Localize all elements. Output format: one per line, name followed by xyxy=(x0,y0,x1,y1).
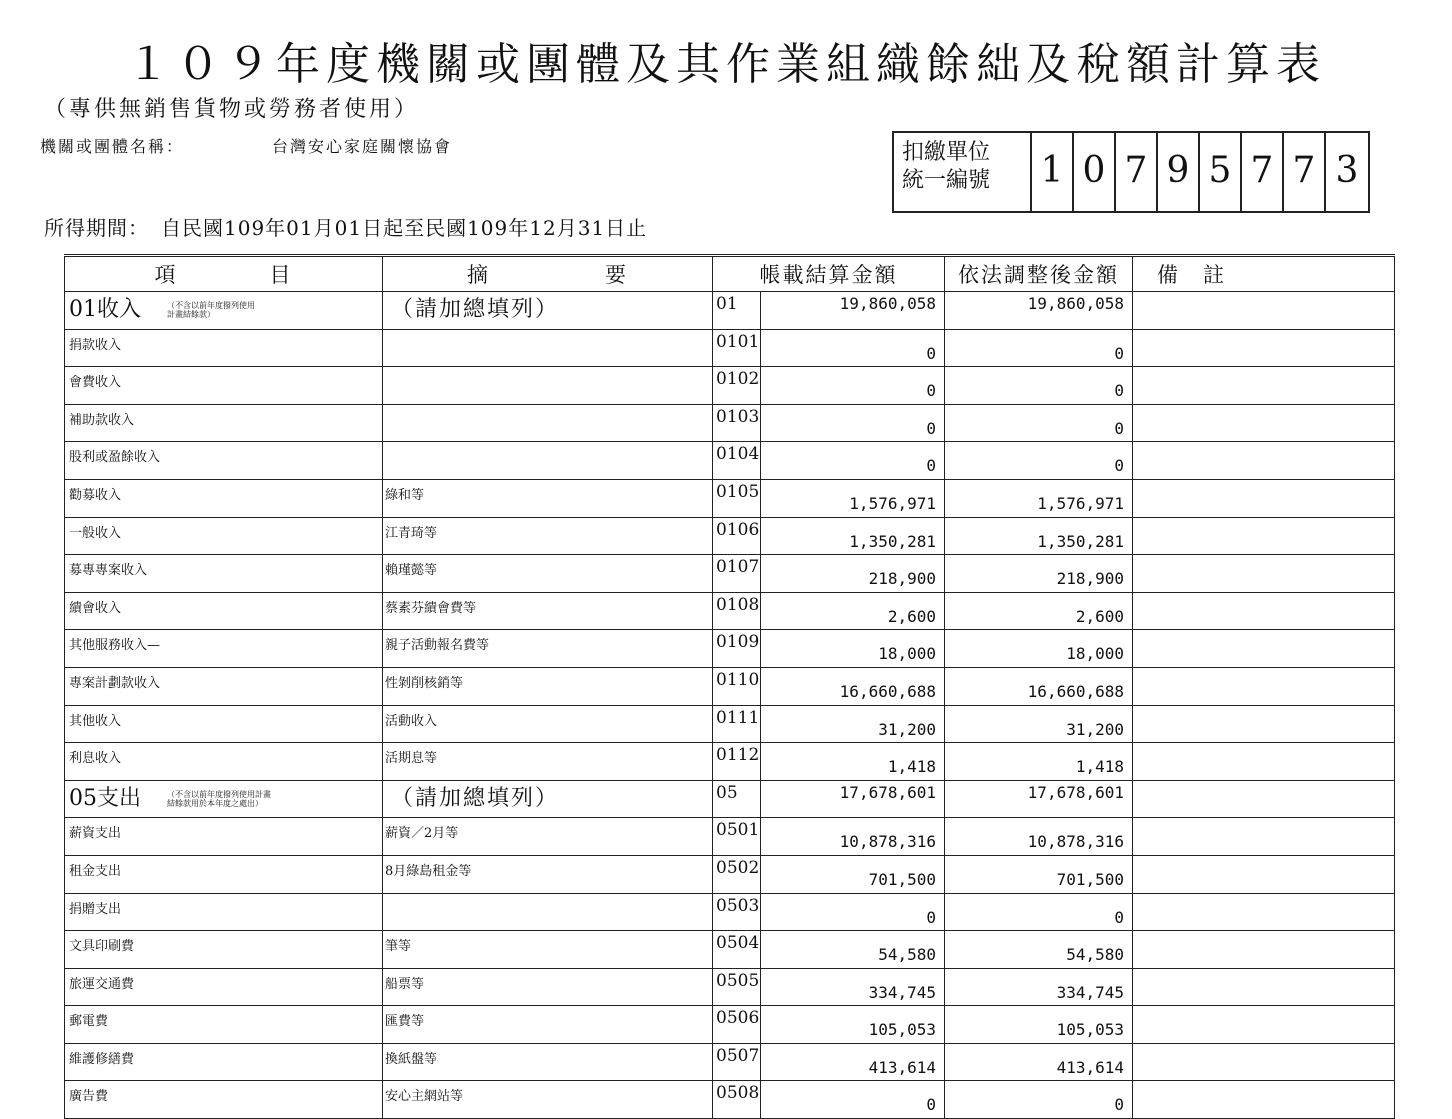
table-row xyxy=(65,818,1395,856)
table-row xyxy=(65,1081,1395,1119)
summary-cell xyxy=(383,893,713,931)
table-row xyxy=(65,630,1395,668)
item-cell xyxy=(65,780,383,818)
table-row xyxy=(65,404,1395,442)
remarks-cell xyxy=(1133,931,1395,969)
book-amount-cell: 218,900 xyxy=(761,555,945,593)
item-cell: 租金支出 xyxy=(65,855,383,893)
tax-id-label: 扣繳單位 統一編號 xyxy=(894,133,1032,211)
remarks-cell xyxy=(1133,1081,1395,1119)
code-cell: 0501 xyxy=(713,818,761,856)
remarks-cell xyxy=(1133,968,1395,1006)
summary-cell: 匯費等 xyxy=(383,1006,713,1044)
org-label: 機關或團體名稱： xyxy=(40,137,185,156)
summary-cell: （請加總填列） xyxy=(383,780,713,818)
summary-cell: 8月綠島租金等 xyxy=(383,855,713,893)
code-cell: 0101 xyxy=(713,329,761,367)
book-amount-cell: 2,600 xyxy=(761,592,945,630)
surplus-tax-table xyxy=(64,254,1395,1119)
book-amount-cell: 18,000 xyxy=(761,630,945,668)
book-amount-cell: 1,576,971 xyxy=(761,479,945,517)
remarks-cell xyxy=(1133,743,1395,781)
adjusted-amount-cell: 0 xyxy=(945,893,1133,931)
summary-cell xyxy=(383,404,713,442)
remarks-cell xyxy=(1133,329,1395,367)
code-cell: 0505 xyxy=(713,968,761,1006)
code-cell: 0108 xyxy=(713,592,761,630)
code-cell: 0106 xyxy=(713,517,761,555)
summary-cell: 賴瑾懿等 xyxy=(383,555,713,593)
adjusted-amount-cell: 413,614 xyxy=(945,1043,1133,1081)
code-cell: 0507 xyxy=(713,1043,761,1081)
item-cell: 郵電費 xyxy=(65,1006,383,1044)
remarks-cell xyxy=(1133,630,1395,668)
book-amount-cell: 701,500 xyxy=(761,855,945,893)
adjusted-amount-cell: 0 xyxy=(945,329,1133,367)
header-adjusted-amount: 依法調整後金額 xyxy=(945,256,1133,292)
table-row xyxy=(65,1006,1395,1044)
table-row xyxy=(65,968,1395,1006)
book-amount-cell: 1,350,281 xyxy=(761,517,945,555)
item-cell: 勸募收入 xyxy=(65,479,383,517)
adjusted-amount-cell: 0 xyxy=(945,442,1133,480)
remarks-cell xyxy=(1133,1006,1395,1044)
remarks-cell xyxy=(1133,780,1395,818)
code-cell: 0503 xyxy=(713,893,761,931)
table-row xyxy=(65,292,1395,330)
code-cell: 01 xyxy=(713,292,761,330)
code-cell: 0110 xyxy=(713,667,761,705)
code-cell: 0105 xyxy=(713,479,761,517)
adjusted-amount-cell: 17,678,601 xyxy=(945,780,1133,818)
summary-cell xyxy=(383,442,713,480)
adjusted-amount-cell: 1,418 xyxy=(945,743,1133,781)
period-label: 所得期間： xyxy=(44,216,149,240)
code-cell: 0111 xyxy=(713,705,761,743)
item-cell: 捐款收入 xyxy=(65,329,383,367)
item-cell: 旅運交通費 xyxy=(65,968,383,1006)
remarks-cell xyxy=(1133,555,1395,593)
book-amount-cell: 0 xyxy=(761,404,945,442)
book-amount-cell: 0 xyxy=(761,1081,945,1119)
period-range: 自民國109年01月01日起至民國109年12月31日止 xyxy=(161,216,648,240)
adjusted-amount-cell: 0 xyxy=(945,367,1133,405)
book-amount-cell: 54,580 xyxy=(761,931,945,969)
remarks-cell xyxy=(1133,818,1395,856)
remarks-cell xyxy=(1133,705,1395,743)
table-row xyxy=(65,893,1395,931)
tax-id-digit: 7 xyxy=(1284,133,1326,211)
book-amount-cell: 17,678,601 xyxy=(761,780,945,818)
tax-id-digit: 5 xyxy=(1200,133,1242,211)
table-row xyxy=(65,705,1395,743)
book-amount-cell: 334,745 xyxy=(761,968,945,1006)
table-row xyxy=(65,931,1395,969)
remarks-cell xyxy=(1133,479,1395,517)
code-cell: 0102 xyxy=(713,367,761,405)
table-row xyxy=(65,780,1395,818)
header-summary: 摘 要 xyxy=(383,256,713,292)
book-amount-cell: 10,878,316 xyxy=(761,818,945,856)
item-cell: 利息收入 xyxy=(65,743,383,781)
book-amount-cell: 19,860,058 xyxy=(761,292,945,330)
table-row xyxy=(65,367,1395,405)
summary-cell: 綠和等 xyxy=(383,479,713,517)
summary-cell: 換紙盤等 xyxy=(383,1043,713,1081)
item-cell: 其他收入 xyxy=(65,705,383,743)
tax-id-digit: 0 xyxy=(1074,133,1116,211)
remarks-cell xyxy=(1133,1043,1395,1081)
book-amount-cell: 105,053 xyxy=(761,1006,945,1044)
item-cell: 維護修繕費 xyxy=(65,1043,383,1081)
header-remarks: 備 註 xyxy=(1133,256,1395,292)
table-row xyxy=(65,517,1395,555)
form-title: １０９年度機關或團體及其作業組織餘絀及稅額計算表 xyxy=(126,39,1326,90)
book-amount-cell: 1,418 xyxy=(761,743,945,781)
code-cell: 0104 xyxy=(713,442,761,480)
remarks-cell xyxy=(1133,517,1395,555)
table-row xyxy=(65,743,1395,781)
item-cell: 其他服務收入— xyxy=(65,630,383,668)
remarks-cell xyxy=(1133,893,1395,931)
tax-id-digit: 7 xyxy=(1242,133,1284,211)
table-header-row xyxy=(65,256,1395,292)
item-cell: 廣告費 xyxy=(65,1081,383,1119)
adjusted-amount-cell: 0 xyxy=(945,404,1133,442)
summary-cell: 活動收入 xyxy=(383,705,713,743)
book-amount-cell: 0 xyxy=(761,893,945,931)
item-label: 05支出 xyxy=(69,785,141,811)
header-book-amount: 帳載結算金額 xyxy=(713,256,945,292)
summary-cell: 船票等 xyxy=(383,968,713,1006)
remarks-cell xyxy=(1133,442,1395,480)
summary-cell: 筆等 xyxy=(383,931,713,969)
book-amount-cell: 31,200 xyxy=(761,705,945,743)
summary-cell: 親子活動報名費等 xyxy=(383,630,713,668)
adjusted-amount-cell: 10,878,316 xyxy=(945,818,1133,856)
code-cell: 0103 xyxy=(713,404,761,442)
table-row xyxy=(65,479,1395,517)
item-cell: 文具印刷費 xyxy=(65,931,383,969)
code-cell: 0506 xyxy=(713,1006,761,1044)
item-cell: 補助款收入 xyxy=(65,404,383,442)
summary-cell: 性剝削核銷等 xyxy=(383,667,713,705)
tax-id-digit: 9 xyxy=(1158,133,1200,211)
item-cell: 專案計劃款收入 xyxy=(65,667,383,705)
summary-cell: 活期息等 xyxy=(383,743,713,781)
code-cell: 0109 xyxy=(713,630,761,668)
adjusted-amount-cell: 1,350,281 xyxy=(945,517,1133,555)
code-cell: 0107 xyxy=(713,555,761,593)
code-cell: 0502 xyxy=(713,855,761,893)
item-label: 01收入 xyxy=(69,297,141,322)
adjusted-amount-cell: 0 xyxy=(945,1081,1133,1119)
table-row xyxy=(65,555,1395,593)
remarks-cell xyxy=(1133,367,1395,405)
item-cell: 繢會收入 xyxy=(65,592,383,630)
adjusted-amount-cell: 218,900 xyxy=(945,555,1133,593)
table-body xyxy=(65,292,1395,1119)
adjusted-amount-cell: 1,576,971 xyxy=(945,479,1133,517)
header-item: 項 目 xyxy=(65,256,383,292)
table-row xyxy=(65,1043,1395,1081)
adjusted-amount-cell: 54,580 xyxy=(945,931,1133,969)
remarks-cell xyxy=(1133,292,1395,330)
item-cell: 一般收入 xyxy=(65,517,383,555)
summary-cell: 薪資／2月等 xyxy=(383,818,713,856)
book-amount-cell: 413,614 xyxy=(761,1043,945,1081)
summary-cell xyxy=(383,329,713,367)
adjusted-amount-cell: 18,000 xyxy=(945,630,1133,668)
adjusted-amount-cell: 334,745 xyxy=(945,968,1133,1006)
item-cell: 股利或盈餘收入 xyxy=(65,442,383,480)
code-cell: 0112 xyxy=(713,743,761,781)
item-cell xyxy=(65,292,383,330)
code-cell: 0508 xyxy=(713,1081,761,1119)
item-cell: 捐贈支出 xyxy=(65,893,383,931)
tax-id-digit: 3 xyxy=(1335,150,1359,191)
remarks-cell xyxy=(1133,667,1395,705)
remarks-cell xyxy=(1133,404,1395,442)
code-cell: 05 xyxy=(713,780,761,818)
summary-cell: （請加總填列） xyxy=(383,292,713,330)
adjusted-amount-cell: 105,053 xyxy=(945,1006,1133,1044)
item-cell: 會費收入 xyxy=(65,367,383,405)
item-cell: 薪資支出 xyxy=(65,818,383,856)
tax-id-digit: 1 xyxy=(1032,133,1074,211)
summary-cell: 安心主網站等 xyxy=(383,1081,713,1119)
book-amount-cell: 16,660,688 xyxy=(761,667,945,705)
adjusted-amount-cell: 19,860,058 xyxy=(945,292,1133,330)
item-cell: 募專專案收入 xyxy=(65,555,383,593)
item-note: （不含以前年度撥列使用計畫 結餘款用於本年度之處出） xyxy=(167,789,271,808)
adjusted-amount-cell: 2,600 xyxy=(945,592,1133,630)
tax-id-digit: 7 xyxy=(1116,133,1158,211)
summary-cell xyxy=(383,367,713,405)
summary-cell: 蔡素芬繢會費等 xyxy=(383,592,713,630)
remarks-cell xyxy=(1133,592,1395,630)
form-subtitle: （專供無銷售貨物或勞務者使用） xyxy=(44,97,420,122)
book-amount-cell: 0 xyxy=(761,442,945,480)
item-note: （不含以前年度撥列使用 計畫結餘款） xyxy=(167,301,255,319)
code-cell: 0504 xyxy=(713,931,761,969)
tax-id-box xyxy=(892,131,1370,213)
table-row xyxy=(65,667,1395,705)
organization-line xyxy=(40,134,452,157)
adjusted-amount-cell: 31,200 xyxy=(945,705,1133,743)
remarks-cell xyxy=(1133,855,1395,893)
book-amount-cell: 0 xyxy=(761,329,945,367)
table-row xyxy=(65,855,1395,893)
table-row xyxy=(65,329,1395,367)
table-row xyxy=(65,442,1395,480)
book-amount-cell: 0 xyxy=(761,367,945,405)
adjusted-amount-cell: 701,500 xyxy=(945,855,1133,893)
summary-cell: 江青琦等 xyxy=(383,517,713,555)
table-row xyxy=(65,592,1395,630)
income-period xyxy=(44,212,647,241)
adjusted-amount-cell: 16,660,688 xyxy=(945,667,1133,705)
org-name: 台灣安心家庭關懷協會 xyxy=(272,137,453,156)
